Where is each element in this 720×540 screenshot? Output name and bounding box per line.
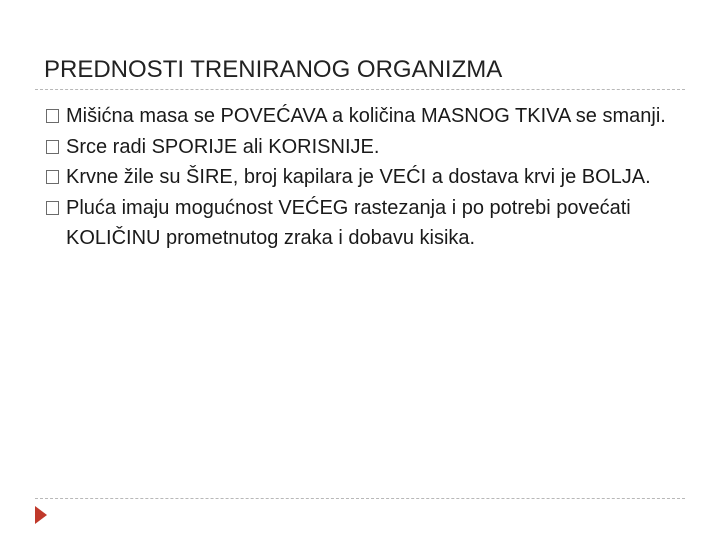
bullet-item — [46, 193, 686, 254]
square-bullet-icon — [46, 109, 59, 123]
square-bullet-icon — [46, 140, 59, 154]
footer-divider — [35, 498, 685, 499]
bullet-text: Mišićna masa se POVEĆAVA a količina MASNOG TKIVA se smanji. — [66, 105, 666, 127]
bullet-text: Pluća imaju mogućnost VEĆEG rastezanja i po potrebi povećati KOLIČINU prometnutog zraka i dobavu kisika. — [66, 196, 631, 249]
bullet-text: Srce radi SPORIJE ali KORISNIJE. — [66, 135, 380, 158]
square-bullet-icon — [46, 170, 59, 184]
bullet-item — [46, 101, 686, 132]
bullet-item — [46, 132, 686, 163]
bullet-list — [46, 101, 686, 254]
triangle-arrow-shape — [35, 506, 47, 524]
triangle-arrow-icon — [34, 505, 48, 525]
bullet-item — [46, 162, 686, 193]
bullet-text: Krvne žile su ŠIRE, broj kapilara je VEĆI a dostava krvi je BOLJA. — [66, 166, 651, 188]
slide-title: PREDNOSTI TRENIRANOG ORGANIZMA — [44, 56, 503, 83]
square-bullet-icon — [46, 201, 59, 215]
title-divider — [35, 89, 685, 90]
